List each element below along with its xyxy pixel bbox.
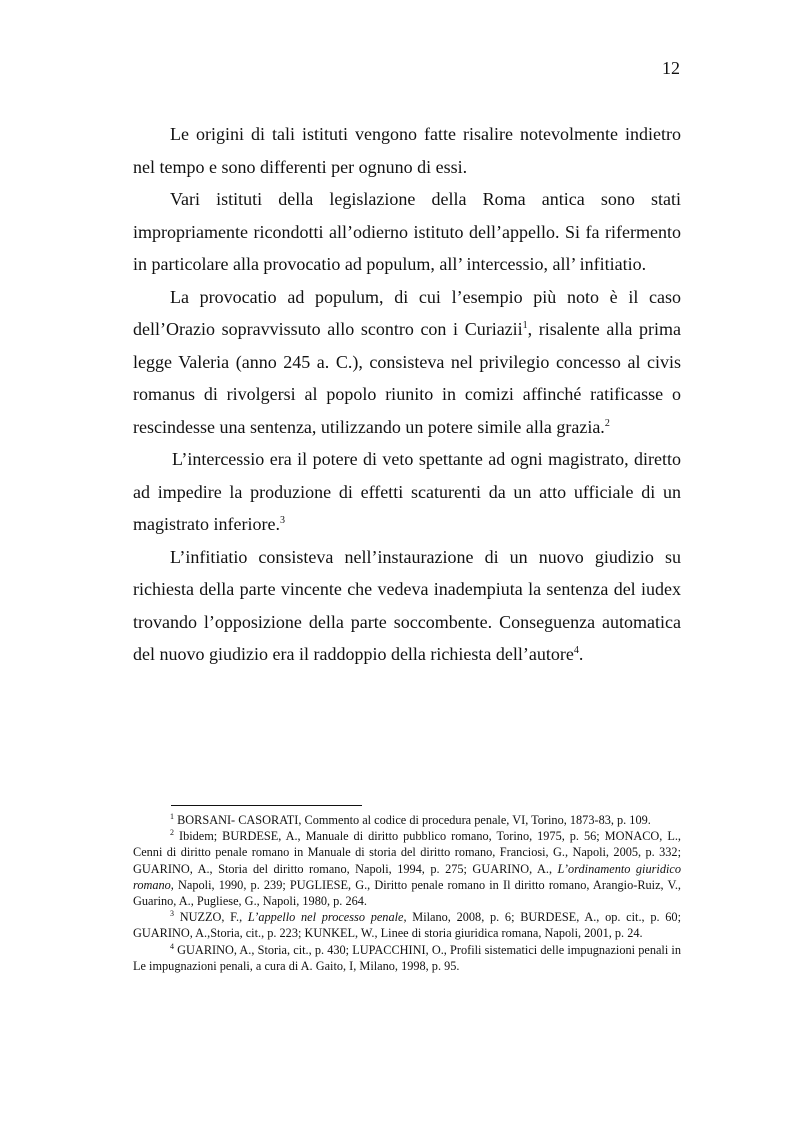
footnote-text: Napoli, 1990, p. 239; PUGLIESE, G., Diritto penale romano in Il diritto romano, Arangio-Ruiz, V., Guarino, A., Pugliese, G., Napoli, 1980, p. 264. (133, 877, 681, 909)
footnote (133, 828, 681, 909)
footnote-number: 1 (170, 812, 174, 821)
paragraph-text: . (578, 644, 584, 664)
paragraph (133, 183, 681, 281)
footnote-number: 4 (170, 941, 174, 951)
footnotes (133, 812, 681, 974)
footnote-number: 3 (170, 909, 174, 919)
footnote-separator (171, 805, 362, 806)
footnote-number: 2 (170, 828, 174, 838)
footnote-ref[interactable]: 1 (522, 320, 528, 331)
footnote-ref[interactable]: 2 (604, 417, 610, 429)
footnote-text: NUZZO, F., (179, 910, 248, 925)
footnote-text: Ibidem; BURDESE, A., Manuale di diritto pubblico romano, Torino, 1975, p. 56; MONACO, L., Cenni di diritto penale romano in Manuale di storia del diritto romano, Franciosi, G., Napoli, 2005, p. 332; GUARINO, A., Storia del diritto romano, Napoli, 1994, p. 275; GUARINO, A., (133, 829, 681, 876)
footnote (133, 942, 681, 974)
footnote-text: Milano, 2008, p. 6; BURDESE, A., op. cit., p. 60; GUARINO, A.,Storia, cit., p. 223; KUNKEL, W., Linee di storia giuridica romana, Napoli, 2001, p. 24. (133, 910, 681, 941)
paragraph-text: L’infitiatio consisteva nell’instaurazione di un nuovo giudizio su richiesta della parte vincente che vedeva inadempiuta la sentenza del iudex trovando l’opposizione della parte soccombente. Conseguenza automatica del nuovo giudizio era il raddoppio della richiesta dell’autore (133, 546, 681, 664)
page-number: 12 (662, 58, 680, 78)
paragraph-text: Le origini di tali istituti vengono fatte risalire notevolmente indietro nel tempo e sono differenti per ognuno di essi. (133, 124, 681, 177)
paragraph-text: L’intercessio era il potere di veto spettante ad ogni magistrato, diretto ad impedire la produzione di effetti scaturenti da un atto ufficiale di un magistrato inferiore. (133, 449, 681, 534)
footnote-title: L’appello nel processo penale, (247, 910, 407, 925)
footnote (133, 909, 681, 941)
footnote-text: BORSANI- CASORATI, Commento al codice di procedura penale, VI, Torino, 1873-83, p. 109. (177, 813, 651, 827)
paragraph-text: La provocatio ad populum, di cui l’esempio più noto è il caso dell’Orazio sopravvissuto allo scontro con i Curiazii (133, 286, 681, 339)
footnote-title: L’ordinamento giuridico romano, (133, 861, 681, 892)
footnote-text: GUARINO, A., Storia, cit., p. 430; LUPACCHINI, O., Profili sistematici delle impugnazioni penali in Le impugnazioni penali, a cura di A. Gaito, I, Milano, 1998, p. 95. (133, 942, 681, 973)
paragraph (133, 281, 681, 444)
paragraph (133, 541, 681, 671)
body-text (133, 118, 681, 671)
paragraph-text: , risalente alla prima legge Valeria (anno 245 a. C.), consisteva nel privilegio concesso al civis romanus di rivolgersi al popolo riunito in comizi affinché ratificasse o rescindesse una sentenza, utilizzando un potere simile alla grazia. (133, 319, 681, 437)
paragraph-text: Vari istituti della legislazione della Roma antica sono stati impropriamente ricondotti all’odierno istituto dell’appello. Si fa rifermento in particolare alla provocatio ad populum, all’ intercessio, all’ infitiatio. (133, 189, 681, 274)
footnote (133, 812, 681, 828)
paragraph (133, 118, 681, 183)
footnote-ref[interactable]: 3 (279, 515, 285, 526)
footnote-ref[interactable]: 4 (573, 645, 579, 656)
paragraph (133, 443, 681, 541)
